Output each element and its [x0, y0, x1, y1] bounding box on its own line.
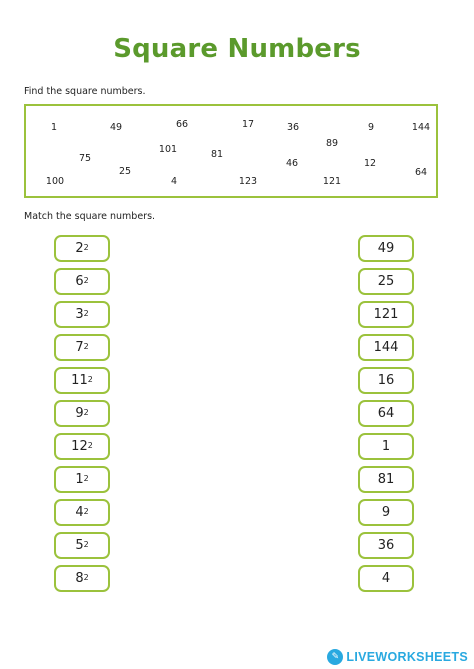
left-match-item[interactable]: [54, 499, 110, 526]
right-match-item[interactable]: 25: [358, 268, 414, 295]
find-instruction: Find the square numbers.: [24, 86, 146, 97]
power-base: 2: [75, 241, 84, 256]
grid-number[interactable]: 17: [241, 119, 255, 130]
power-base: 9: [75, 406, 84, 421]
left-match-item[interactable]: [54, 400, 110, 427]
left-match-item[interactable]: [54, 532, 110, 559]
power-exponent: 2: [87, 441, 93, 450]
power-exponent: 2: [83, 540, 89, 549]
right-match-item[interactable]: 9: [358, 499, 414, 526]
right-match-item[interactable]: 144: [358, 334, 414, 361]
grid-number[interactable]: 101: [158, 144, 178, 155]
right-match-item[interactable]: 81: [358, 466, 414, 493]
power-exponent: 2: [83, 243, 89, 252]
right-match-item[interactable]: 4: [358, 565, 414, 592]
grid-number[interactable]: 75: [78, 153, 92, 164]
power-exponent: 2: [83, 309, 89, 318]
grid-number[interactable]: 66: [175, 119, 189, 130]
grid-number[interactable]: 46: [285, 158, 299, 169]
power-exponent: 2: [83, 408, 89, 417]
power-base: 8: [75, 571, 84, 586]
grid-number[interactable]: 64: [414, 167, 428, 178]
right-match-item[interactable]: 121: [358, 301, 414, 328]
footer-logo: [327, 648, 468, 666]
power-exponent: 2: [83, 507, 89, 516]
power-exponent: 2: [87, 375, 93, 384]
right-match-item[interactable]: 49: [358, 235, 414, 262]
power-base: 12: [71, 439, 88, 454]
power-base: 1: [75, 472, 84, 487]
power-base: 4: [75, 505, 84, 520]
grid-number[interactable]: 89: [325, 138, 339, 149]
left-match-item[interactable]: [54, 268, 110, 295]
power-base: 7: [75, 340, 84, 355]
power-exponent: 2: [83, 573, 89, 582]
grid-number[interactable]: 123: [238, 176, 258, 187]
grid-number[interactable]: 100: [45, 176, 65, 187]
liveworksheets-logo-icon: ✎: [327, 649, 343, 665]
grid-number[interactable]: 144: [411, 122, 431, 133]
match-instruction: Match the square numbers.: [24, 211, 156, 222]
logo-text: LIVEWORKSHEETS: [346, 650, 468, 664]
right-match-item[interactable]: 1: [358, 433, 414, 460]
grid-number[interactable]: 4: [170, 176, 178, 187]
power-base: 6: [75, 274, 84, 289]
power-base: 3: [75, 307, 84, 322]
grid-number[interactable]: 36: [286, 122, 300, 133]
left-match-item[interactable]: [54, 334, 110, 361]
left-match-item[interactable]: [54, 565, 110, 592]
grid-number[interactable]: 81: [210, 149, 224, 160]
right-match-item[interactable]: 16: [358, 367, 414, 394]
page-title: Square Numbers: [113, 34, 361, 64]
power-exponent: 2: [83, 342, 89, 351]
grid-number[interactable]: 12: [363, 158, 377, 169]
power-base: 5: [75, 538, 84, 553]
left-match-item[interactable]: [54, 433, 110, 460]
grid-number[interactable]: 121: [322, 176, 342, 187]
right-match-item[interactable]: 64: [358, 400, 414, 427]
right-match-item[interactable]: 36: [358, 532, 414, 559]
grid-number[interactable]: 9: [367, 122, 375, 133]
grid-number[interactable]: 1: [50, 122, 58, 133]
number-grid-box: [24, 104, 438, 198]
grid-number[interactable]: 25: [118, 166, 132, 177]
power-exponent: 2: [83, 474, 89, 483]
left-match-item[interactable]: [54, 235, 110, 262]
left-match-item[interactable]: [54, 367, 110, 394]
grid-number[interactable]: 49: [109, 122, 123, 133]
power-exponent: 2: [83, 276, 89, 285]
left-match-item[interactable]: [54, 466, 110, 493]
left-match-item[interactable]: [54, 301, 110, 328]
power-base: 11: [71, 373, 88, 388]
